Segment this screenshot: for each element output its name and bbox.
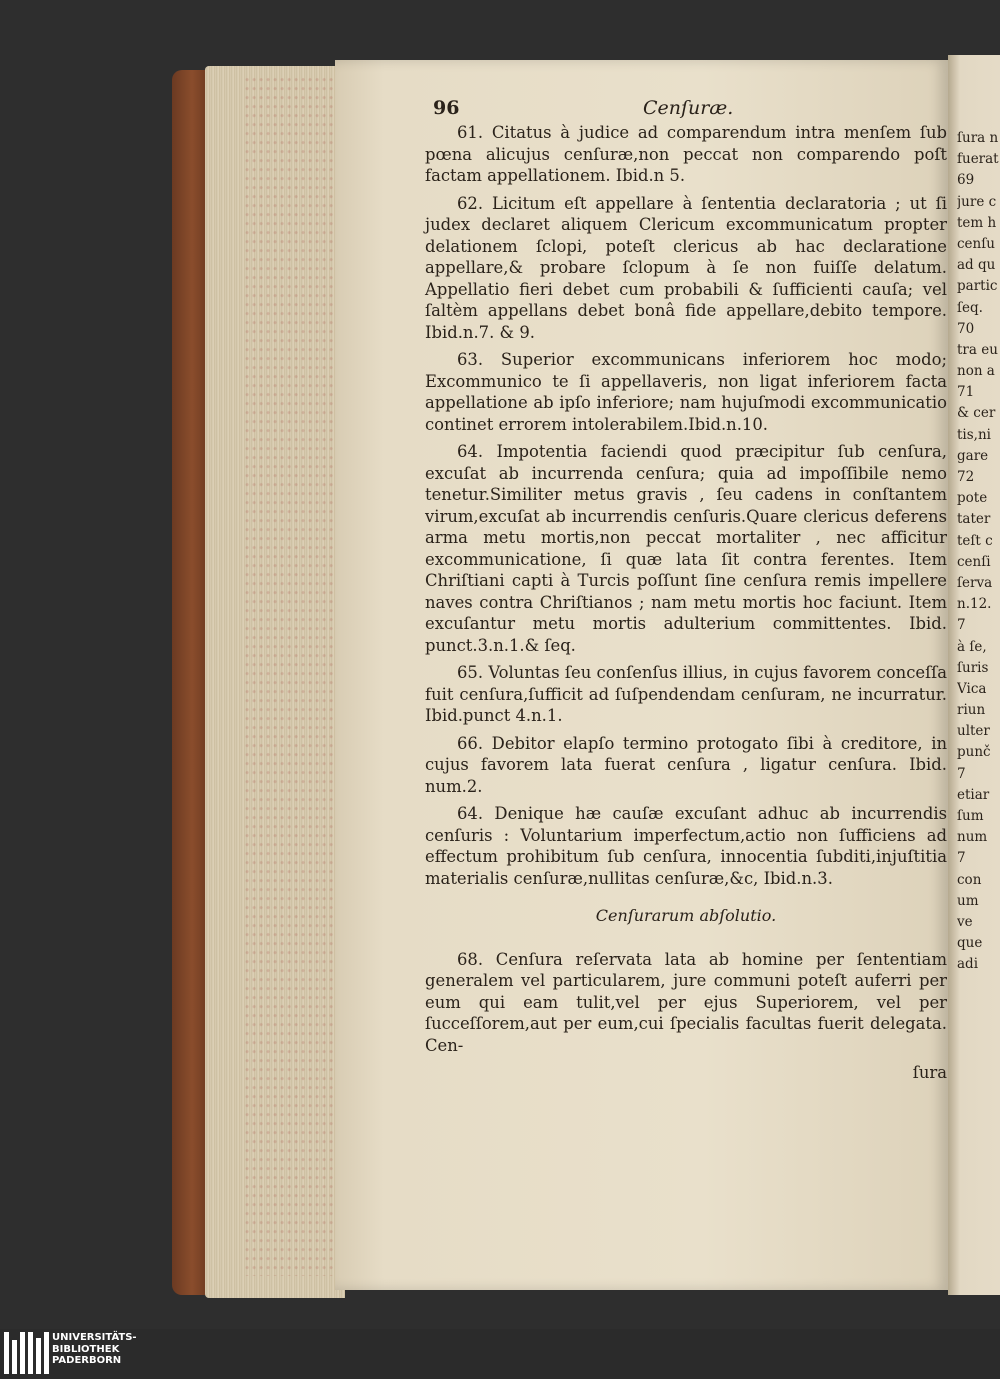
- facing-page-fragment: ſerva: [957, 574, 993, 591]
- paragraph-65: 65. Voluntas ſeu conſenſus illius, in cujus favorem conceſſa fuit cenſura,ſufficit ad ſuſpendendam cenſuram, ne incurratur. Ibid.punct 4.n.1.: [425, 663, 947, 725]
- running-head: Cenſuræ.: [643, 97, 734, 119]
- catchword: ſura: [912, 1063, 947, 1082]
- facing-page-fragment: 71: [957, 384, 975, 401]
- facing-page-fragment: 69: [957, 172, 975, 189]
- facing-page-fragment: tem h: [957, 214, 997, 231]
- facing-page-fragment: jure c: [957, 193, 997, 210]
- facing-page-fragment: con: [957, 871, 982, 888]
- facing-page-fragment: num: [957, 829, 988, 846]
- page-edges: [205, 66, 345, 1298]
- facing-page-text: [957, 128, 1000, 976]
- library-name-line1: UNIVERSITÄTS-: [52, 1332, 137, 1343]
- facing-page-fragment: & cer: [957, 405, 996, 422]
- facing-page-fragment: 7: [957, 765, 966, 782]
- facing-page-fragment: partic: [957, 278, 998, 295]
- facing-page-fragment: tra eu: [957, 341, 998, 358]
- facing-page-fragment: que: [957, 935, 983, 952]
- facing-page-fragment: cenſu: [957, 235, 995, 252]
- facing-page-fragment: 7: [957, 850, 966, 867]
- page-number: 96: [433, 97, 460, 119]
- paragraph-64: 64. Impotentia faciendi quod præcipitur ſub cenſura, excuſat ab incurrenda cenſura; quia ad impoſſibile nemo tenetur.Similiter metus gravis , ſeu cadens in conſtantem virum,excuſat ab incurrendis cenſuris.Quare clericus deferens arma metu mortis,non peccat mortaliter , nec afficitur excommunicatione, ſi quæ lata ſit contra ferentes. Item Chriſtiani capti à Turcis poſſunt ſine cenſura remis impellere naves contra Chriſtianos ; nam metu mortis hoc faciunt. Item excuſantur metu mortis adulterium committentes. Ibid. punct.3.n.1.& ſeq.: [425, 442, 947, 655]
- facing-page-fragment: riun: [957, 702, 986, 719]
- library-footer: [0, 1329, 1000, 1379]
- facing-page-fragment: adi: [957, 956, 979, 973]
- paragraph-67: 64. Denique hæ cauſæ excuſant adhuc ab incurrendis cenſuris : Voluntarium imperfectum,actio non ſufficiens ad effectum prohibitum ſub cenſura, innocentia ſubditi,injuſtitia materialis cenſuræ,nullitas cenſuræ,&c, Ibid.n.3.: [425, 804, 947, 888]
- facing-page-fragment: 7: [957, 617, 966, 634]
- facing-page-fragment: n.12.: [957, 596, 992, 613]
- facing-page-fragment: pote: [957, 490, 988, 507]
- page-header: [425, 98, 947, 122]
- facing-page-fragment: 70: [957, 320, 975, 337]
- facing-page-fragment: tater: [957, 511, 991, 528]
- facing-page-fragment: fuerat: [957, 151, 999, 168]
- paragraph-68: 68. Cenſura reſervata lata ab homine per ſententiam generalem vel particularem, jure communi poteſt auferri per eum qui eam tulit,vel per ejus Superiorem, vel per ſucceſſorem,aut per eum,cui ſpecialis facultas fuerit delegata. Cen-: [425, 949, 947, 1055]
- facing-page-fragment: um: [957, 892, 979, 909]
- library-logo-icon: [4, 1332, 49, 1374]
- facing-page-fragment: teſt c: [957, 532, 993, 549]
- facing-page-fragment: ſum: [957, 808, 984, 824]
- facing-page-fragment: à ſe,: [957, 638, 987, 655]
- facing-page-fragment: cenſi: [957, 553, 991, 570]
- paragraph-61: 61. Citatus à judice ad comparendum intra menſem ſub pœna alicujus cenſuræ,non peccat non comparendo poſt factam appellationem. Ibid.n 5.: [425, 123, 947, 185]
- section-title: Cenſurarum abſolutio.: [595, 906, 777, 925]
- library-name-line3: PADERBORN: [52, 1355, 122, 1366]
- facing-page-fragment: ad qu: [957, 257, 996, 274]
- facing-page-fragment: ve: [957, 913, 973, 930]
- library-name: [52, 1332, 137, 1367]
- facing-page-fragment: gare: [957, 447, 989, 464]
- facing-page-fragment: Vica: [957, 680, 987, 697]
- paragraph-62: 62. Licitum eſt appellare à ſententia declaratoria ; ut ſi judex declaret aliquem Clericum excommunicatum propter delationem ſclopi, poteſt clericus ab hac declaratione appellare,& probare ſclopum à ſe non fuiſſe delatum. Appellatio fieri debet cum probabili & ſufficienti cauſa; vel ſaltèm appellans debet bonâ fide appellare,debito tempore. Ibid.n.7. & 9.: [425, 193, 947, 342]
- facing-page-fragment: 72: [957, 469, 975, 485]
- facing-page-fragment: ſuris: [957, 659, 989, 676]
- facing-page-fragment: non a: [957, 363, 995, 380]
- facing-page-fragment: etiar: [957, 786, 990, 803]
- library-name-line2: BIBLIOTHEK: [52, 1343, 120, 1355]
- facing-page-fragment: ſeq.: [957, 299, 983, 316]
- facing-page-fragment: punč: [957, 744, 991, 761]
- facing-page-fragment: ulter: [957, 723, 990, 740]
- paragraph-63: 63. Superior excommunicans inferiorem hoc modo; Excommunico te ſi appellaveris, non ligat inferiorem facta appellatione ab ipſo inferiore; nam hujuſmodi excommunicatio continet errorem intolerabilem.Ibid.n.10.: [425, 350, 947, 434]
- paragraph-66: 66. Debitor elapſo termino protogato ſibi à creditore, in cujus favorem lata fuerat cenſura , ligatur cenſura. Ibid. num.2.: [425, 733, 947, 796]
- facing-page-fragment: ſura n: [957, 130, 999, 146]
- page-text: [425, 98, 947, 1084]
- facing-page-fragment: tis,ni: [957, 426, 991, 443]
